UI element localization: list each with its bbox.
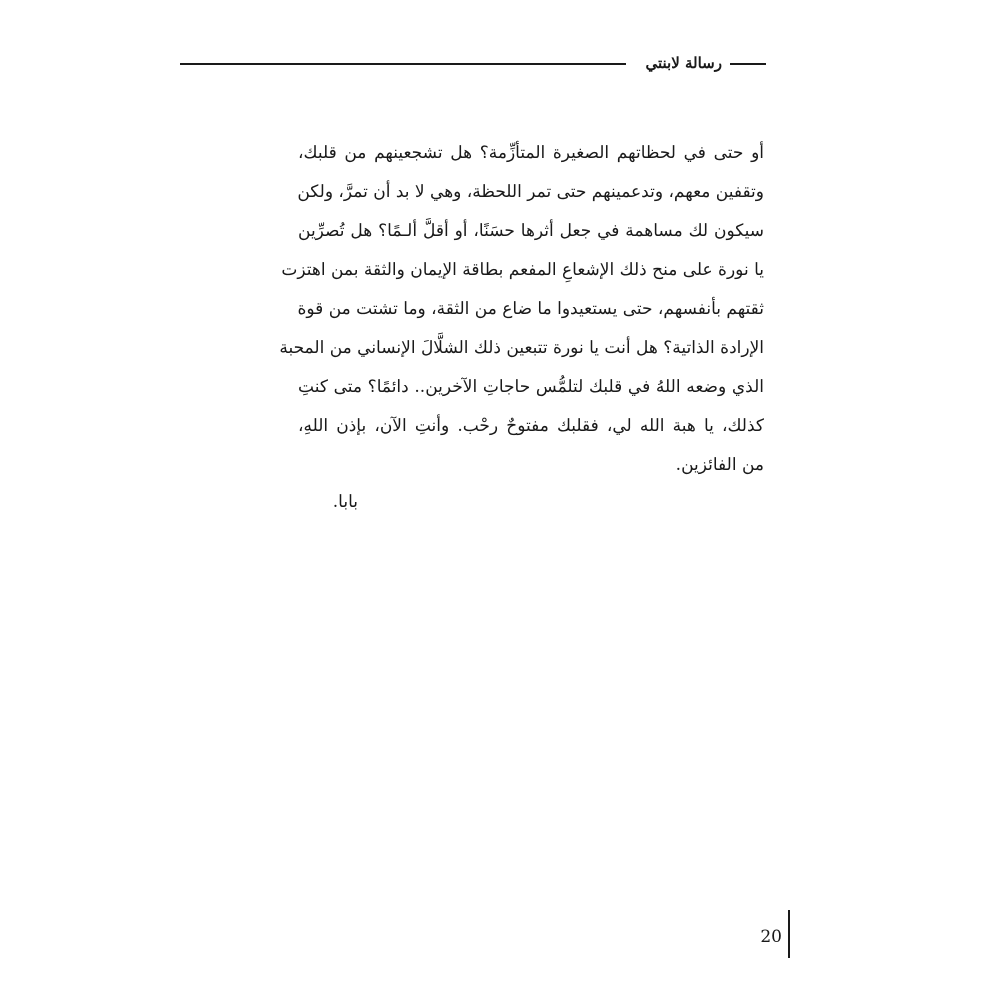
paragraph-line: أو حتى في لحظاتهم الصغيرة المتأزِّمة؟ هل تشجعينهم من قلبك، — [298, 143, 764, 163]
letter-signature: بابا. — [332, 492, 358, 512]
page-number: 20 — [760, 927, 782, 947]
paragraph-line: ثقتهم بأنفسهم، حتى يستعيدوا ما ضاع من الثقة، وما تشتت من قوة — [297, 299, 764, 319]
header-rule-short — [730, 63, 766, 65]
paragraph-line: من الفائزين. — [675, 455, 764, 475]
running-header — [180, 50, 766, 76]
paragraph-line: يا نورة على منح ذلك الإشعاعِ المفعم بطاقة الإيمان والثقة بمن اهتزت — [281, 260, 764, 280]
running-header-title: رسالة لابنتي — [645, 54, 722, 72]
paragraph-line: الإرادة الذاتية؟ هل أنت يا نورة تتبعين ذلك الشلَّالَ الإنساني من المحبة — [279, 338, 764, 358]
header-rule-long — [180, 63, 626, 65]
paragraph-line: كذلك، يا هبة الله لي، فقلبك مفتوحٌ رحْب. وأنتِ الآن، بإذن اللهِ، — [298, 416, 764, 436]
body-paragraph — [279, 134, 764, 485]
paragraph-line: وتقفين معهم، وتدعمينهم حتى تمر اللحظة، وهي لا بد أن تمرَّ، ولكن — [297, 182, 764, 202]
paragraph-line: سيكون لك مساهمة في جعل أثرها حسَنًا، أو أقلَّ ألـمًا؟ هل تُصرِّين — [298, 221, 764, 241]
paragraph-line: الذي وضعه اللهُ في قلبك لتلمُّس حاجاتِ الآخرين.. دائمًا؟ متى كنتِ — [298, 377, 764, 397]
footer-vertical-rule — [788, 910, 790, 958]
